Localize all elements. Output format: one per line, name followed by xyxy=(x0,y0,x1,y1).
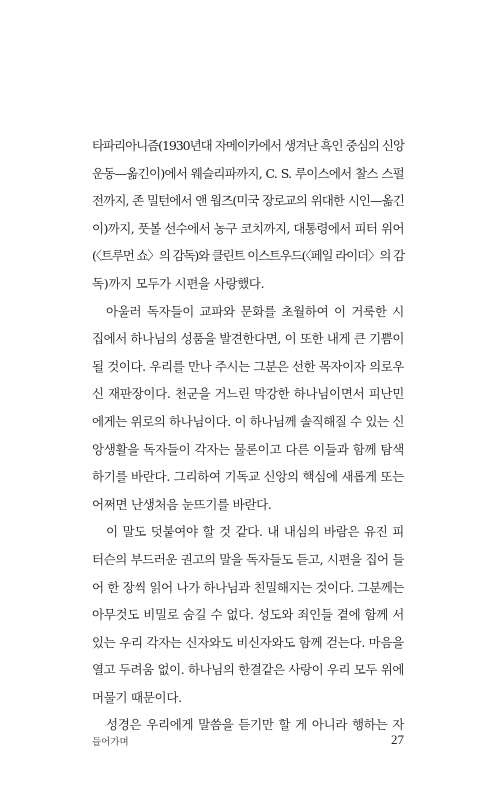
text-line: 집에서 하나님의 성품을 발견한다면, 이 또한 내게 큰 기쁨이 xyxy=(92,331,404,347)
text-line: 아울러 독자들이 교파와 문화를 초월하여 이 거룩한 시 xyxy=(106,303,404,319)
text-line: 전까지, 존 밀턴에서 앤 웜즈(미국 장로교의 위대한 시인—옮긴 xyxy=(92,193,404,209)
body-text xyxy=(92,132,404,739)
page-footer xyxy=(92,732,404,752)
text-line: 에게는 위로의 하나님이다. 이 하나님께 솔직해질 수 있는 신 xyxy=(92,413,404,429)
text-line: 운동—옮긴이)에서 웨슬리파까지, C. S. 루이스에서 찰스 스펄 xyxy=(92,165,404,181)
text-line: 앙생활을 독자들이 각자는 물론이고 다른 이들과 함께 탐색 xyxy=(92,441,404,457)
text-line: 하기를 바란다. 그리하여 기독교 신앙의 핵심에 새롭게 또는 xyxy=(92,469,404,485)
paragraph-2 xyxy=(92,298,404,519)
running-head: 들어가며 xyxy=(92,737,129,748)
paragraph-3 xyxy=(92,518,404,711)
text-line: 터슨의 부드러운 권고의 말을 독자들도 듣고, 시편을 집어 들 xyxy=(92,551,404,567)
text-line: 타파리아니즘(1930년대 자메이카에서 생겨난 흑인 중심의 신앙 xyxy=(92,138,404,153)
paragraph-1 xyxy=(92,132,404,298)
text-line: 성경은 우리에게 말씀을 듣기만 할 게 아니라 행하는 자 xyxy=(106,717,404,733)
text-line: 아무것도 비밀로 숨길 수 없다. 성도와 죄인들 곁에 함께 서 xyxy=(92,607,404,623)
text-line: 신 재판장이다. 천군을 거느린 막강한 하나님이면서 피난민 xyxy=(92,386,404,402)
text-line: 어 한 장씩 읽어 나가 하나님과 친밀해지는 것이다. 그분께는 xyxy=(92,579,404,595)
text-line: 될 것이다. 우리를 만나 주시는 그분은 선한 목자이자 의로우 xyxy=(92,358,404,374)
page-number: 27 xyxy=(391,732,404,747)
text-line: 열고 두려움 없이. 하나님의 한결같은 사랑이 우리 모두 위에 xyxy=(92,662,404,678)
text-line: 어쩌면 난생처음 눈뜨기를 바란다. xyxy=(92,496,272,512)
text-line: 있는 우리 각자는 신자와도 비신자와도 함께 걷는다. 마음을 xyxy=(92,634,404,650)
text-line: 머물기 때문이다. xyxy=(92,689,182,705)
text-line: (〈트루먼 쇼〉의 감독)와 클린트 이스트우드(〈페일 라이더〉의 감 xyxy=(92,248,404,264)
text-line: 독)까지 모두가 시편을 사랑했다. xyxy=(92,275,265,291)
text-line: 이 말도 덧붙여야 할 것 같다. 내 내심의 바람은 유진 피 xyxy=(106,524,404,540)
text-line: 이)까지, 풋볼 선수에서 농구 코치까지, 대통령에서 피터 위어 xyxy=(92,220,404,236)
